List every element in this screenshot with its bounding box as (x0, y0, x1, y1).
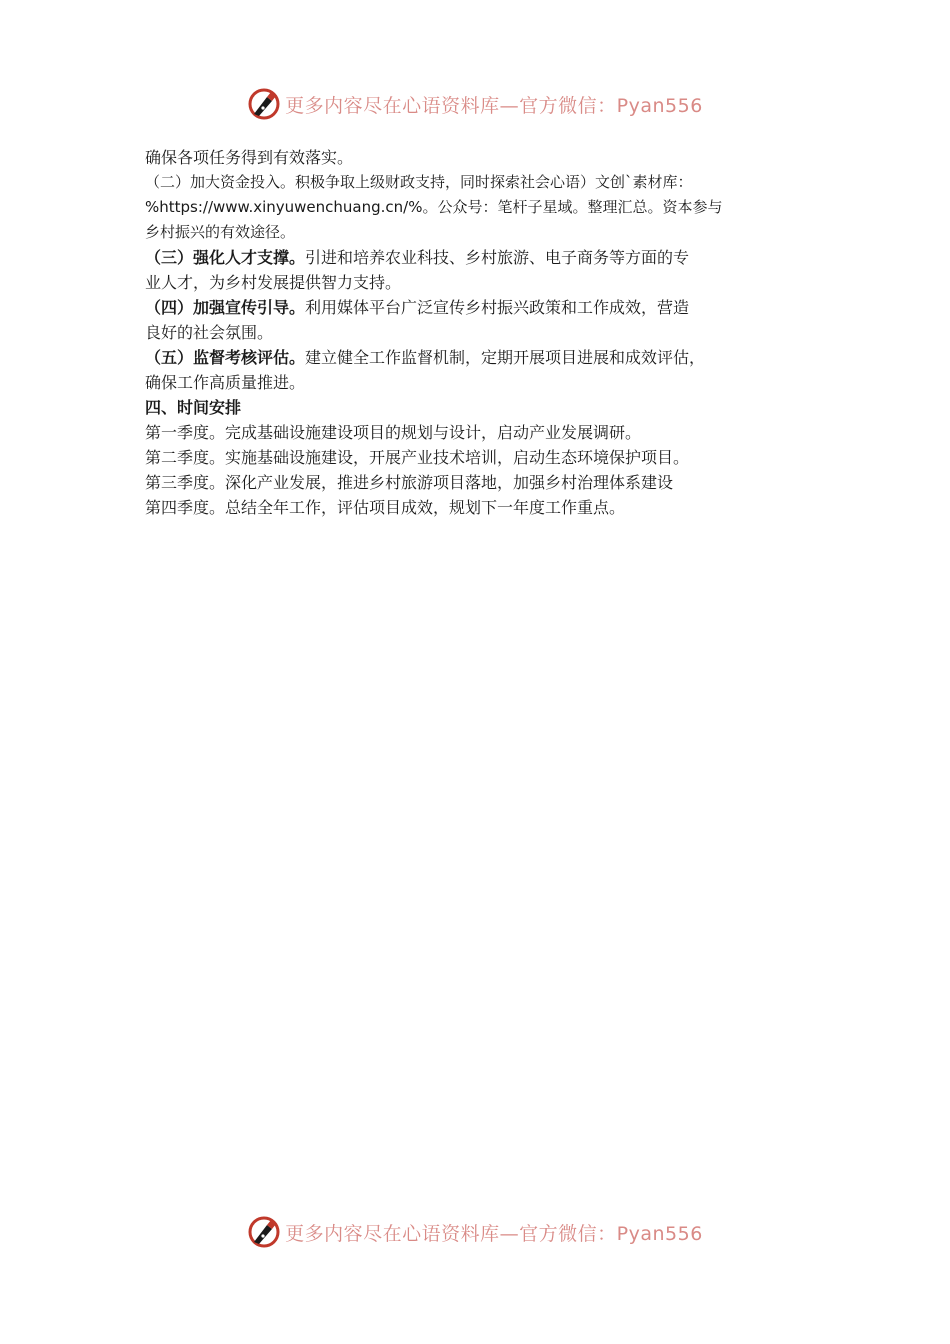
schedule-q4: 第四季度。总结全年工作，评估项目成效，规划下一年度工作重点。 (145, 498, 626, 517)
paragraph-line: 确保工作高质量推进。 (145, 373, 306, 392)
pen-nib-logo-icon (247, 1215, 281, 1249)
schedule-q3: 第三季度。深化产业发展，推进乡村旅游项目落地，加强乡村治理体系建设 (145, 473, 674, 492)
header-wechat-id: Pyan556 (616, 94, 703, 117)
schedule-q2: 第二季度。实施基础设施建设，开展产业技术培训，启动生态环境保护项目。 (145, 448, 690, 467)
paragraph-line: 乡村振兴的有效途径。 (145, 223, 296, 241)
paragraph-line: 确保各项任务得到有效落实。 (145, 148, 354, 167)
schedule-q1: 第一季度。完成基础设施建设项目的规划与设计，启动产业发展调研。 (145, 423, 642, 442)
paragraph-line: 良好的社会氛围。 (145, 323, 274, 342)
footer-banner (0, 1212, 950, 1252)
section-4-paragraph (145, 295, 825, 320)
paragraph-line: %https://www.xinyuwenchuang.cn/%。公众号：笔杆子星域。整理汇总。资本参与 (145, 198, 723, 216)
section-5-paragraph (145, 345, 825, 370)
section-heading-time-schedule: 四、时间安排 (145, 398, 242, 417)
section-3-heading: （三）强化人才支撑。 (145, 248, 306, 267)
document-body (145, 145, 825, 520)
section-3-text: 引进和培养农业科技、乡村旅游、电子商务等方面的专 (305, 248, 690, 267)
paragraph-line: 业人才，为乡村发展提供智力支持。 (145, 273, 402, 292)
section-5-heading: （五）监督考核评估。 (145, 348, 306, 367)
section-4-text: 利用媒体平台广泛宣传乡村振兴政策和工作成效，营造 (305, 298, 690, 317)
section-4-heading: （四）加强宣传引导。 (145, 298, 306, 317)
pen-nib-logo-icon (247, 87, 281, 121)
footer-banner-text: 更多内容尽在心语资料库—官方微信：Pyan556 (285, 1222, 703, 1245)
section-3-paragraph (145, 245, 825, 270)
header-banner (0, 84, 950, 124)
paragraph-line: （二）加大资金投入。积极争取上级财政支持，同时探索社会心语）文创`素材库： (145, 173, 693, 191)
section-5-text: 建立健全工作监督机制，定期开展项目进展和成效评估， (305, 348, 706, 367)
footer-wechat-id: Pyan556 (616, 1222, 703, 1245)
header-banner-text: 更多内容尽在心语资料库—官方微信：Pyan556 (285, 94, 703, 117)
